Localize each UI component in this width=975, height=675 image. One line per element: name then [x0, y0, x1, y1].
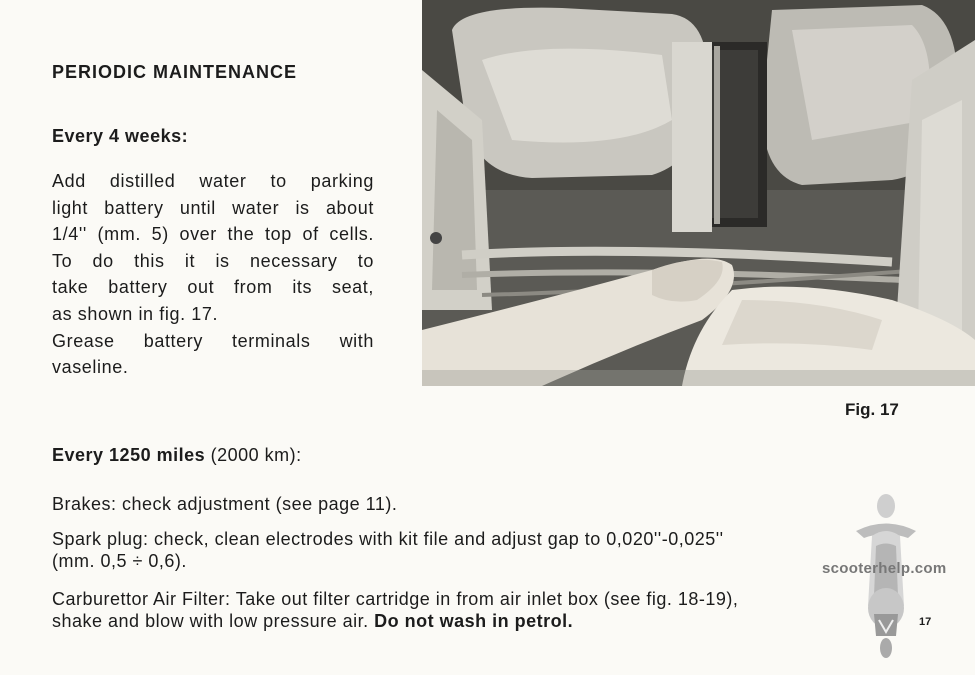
battery-photo-illustration: [422, 0, 975, 386]
instruction-line: light battery until water is about: [52, 197, 374, 218]
watermark-text: scooterhelp.com: [822, 560, 947, 577]
battery-instructions: [52, 168, 374, 381]
air-filter-instruction-text: shake and blow with low pressure air.: [52, 611, 375, 631]
page-heading: PERIODIC MAINTENANCE: [52, 62, 298, 82]
figure-caption: Fig. 17: [845, 400, 899, 419]
section-title-1250-miles: [52, 445, 302, 466]
air-filter-instruction: Carburettor Air Filter: Take out filter cartridge in from air inlet box (see fig. 18-19),: [52, 589, 739, 609]
air-filter-instruction-cont: [52, 610, 573, 632]
section-title-bold: Every 1250 miles: [52, 445, 206, 465]
instruction-line: take battery out from its seat,: [52, 277, 374, 298]
spark-plug-instruction-cont: (mm. 0,5 ÷ 0,6).: [52, 551, 187, 571]
brakes-instruction: Brakes: check adjustment (see page 11).: [52, 494, 398, 514]
instruction-line: Grease battery terminals with: [52, 330, 374, 351]
instruction-line: To do this it is necessary to: [52, 250, 374, 271]
section-title-4-weeks: Every 4 weeks:: [52, 126, 189, 146]
spark-plug-instruction: Spark plug: check, clean electrodes with kit file and adjust gap to 0,020''-0,025'': [52, 529, 724, 549]
instruction-line: Add distilled water to parking: [52, 171, 374, 191]
section-title-km: (2000 km):: [205, 445, 302, 465]
instruction-line: 1/4'' (mm. 5) over the top of cells.: [52, 224, 374, 245]
petrol-warning: Do not wash in petrol.: [374, 611, 574, 631]
page-number: 17: [919, 616, 932, 628]
instruction-line: vaseline.: [52, 357, 129, 378]
instruction-line: as shown in fig. 17.: [52, 303, 219, 324]
figure-17-photo: [422, 0, 975, 386]
